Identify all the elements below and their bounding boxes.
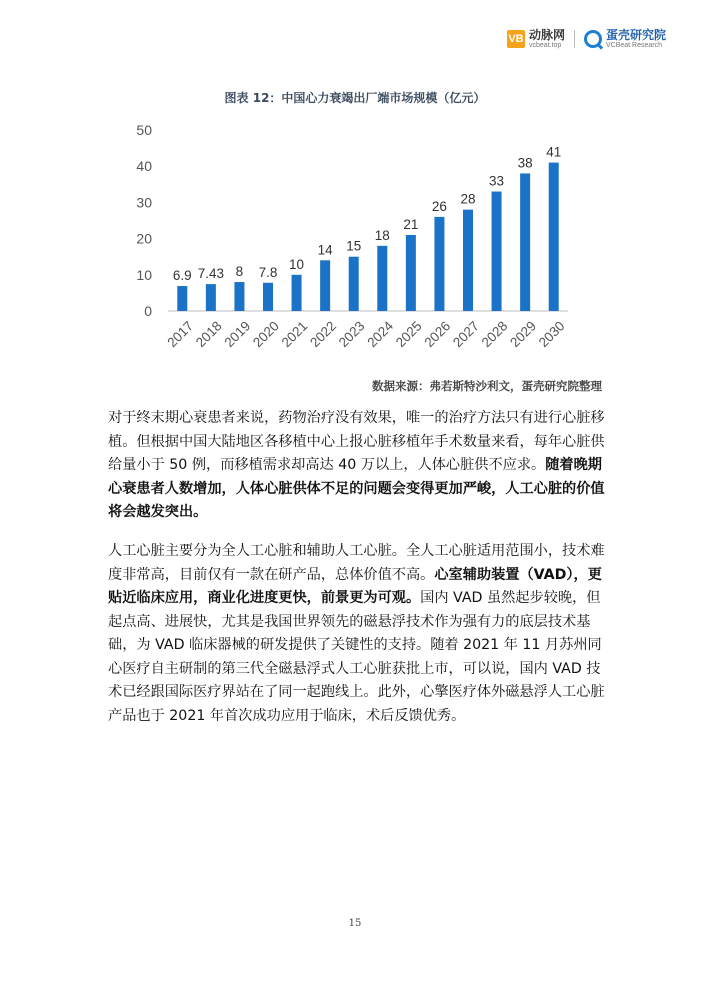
market-size-bar-chart — [120, 110, 580, 365]
paragraph-1 — [108, 407, 608, 525]
value-label-2021: 10 — [289, 256, 305, 272]
y-tick-label: 40 — [136, 158, 152, 175]
bar-2029 — [520, 173, 530, 311]
y-tick-label: 0 — [144, 303, 152, 319]
bar-2018 — [206, 284, 216, 311]
vcbeat-research-logo — [584, 29, 666, 49]
bar-2026 — [434, 217, 444, 311]
bar-2022 — [320, 260, 330, 311]
value-label-2027: 28 — [460, 191, 476, 207]
value-label-2017: 6.9 — [172, 268, 192, 284]
p2-run: 国内 VAD 虽然起步较晚，但起点高、进展快，尤其是我国世界领先的磁悬浮技术作为强有力的底层技术基础，为 VAD 临床器械的研发提供了关键性的支持。随着 2021 年 11 月苏州同心医疗自主研制的第三代全磁悬浮式人工心脏获批上市，可以说，国内 VAD 技术已经跟国际医疗界站在了同一起跑线上。此外，心擎医疗体外磁悬浮人工心脏产品也于 2021 年首次成功应用于临床，术后反馈优秀。 — [108, 590, 605, 724]
vcbeat-logo — [507, 29, 565, 49]
bar-2019 — [234, 282, 244, 311]
value-label-2019: 8 — [235, 264, 244, 280]
page-header — [507, 26, 666, 52]
x-tick-label-2024: 2024 — [364, 318, 397, 351]
value-label-2029: 38 — [517, 155, 533, 171]
bar-2028 — [492, 192, 502, 311]
value-label-2023: 15 — [346, 238, 362, 254]
x-tick-label-2026: 2026 — [421, 318, 454, 351]
logo-divider — [574, 30, 575, 48]
research-logo-sub: VCBeat Research — [605, 42, 663, 49]
x-tick-label-2022: 2022 — [307, 318, 340, 351]
p2-run: 人工心脏主要分为全人工心脏和辅助人工心脏。全人工心脏适用范围小，技术难度非常高，目前仅有一款在研产品，总体价值不高。 — [108, 543, 605, 583]
x-tick-label-2021: 2021 — [278, 318, 311, 351]
bar-2023 — [349, 257, 359, 311]
bar-2021 — [292, 275, 302, 311]
bar-2025 — [406, 235, 416, 311]
x-tick-label-2027: 2027 — [450, 318, 482, 351]
y-tick-label: 20 — [136, 230, 152, 247]
p1-run: 对于终末期心衰患者来说，药物治疗没有效果，唯一的治疗方法只有进行心脏移植。但根据中国大陆地区各移植中心上报心脏移植年手术数量来看，每年心脏供给量小于 50 例，而移植需求却高达 40 万以上，人体心脏供不应求。 — [108, 410, 605, 473]
p2-run: 心室辅助装置（VAD），更贴近临床应用，商业化进度更快，前景更为可观。 — [108, 566, 602, 606]
bar-2027 — [463, 210, 473, 311]
value-label-2018: 7.43 — [197, 266, 224, 282]
x-tick-label-2029: 2029 — [507, 318, 540, 351]
value-label-2024: 18 — [374, 227, 390, 243]
vcbeat-logo-name: 动脉网 — [528, 28, 565, 42]
magnifier-icon — [584, 30, 602, 48]
p1-run: 随着晚期心衰患者人数增加，人体心脏供体不足的问题会变得更加严峻，人工心脏的价值将会越发突出。 — [108, 457, 605, 520]
vcbeat-logo-sub: vcbeat.top — [528, 42, 562, 49]
value-label-2026: 26 — [431, 198, 447, 214]
bar-2017 — [177, 286, 187, 311]
chart-title: 图表 12：中国心力衰竭出厂端市场规模（亿元） — [224, 91, 486, 105]
y-tick-label: 50 — [136, 122, 152, 138]
page-number: 15 — [348, 918, 362, 929]
bar-2024 — [377, 246, 387, 311]
value-label-2022: 14 — [317, 242, 333, 258]
value-label-2025: 21 — [403, 216, 419, 232]
value-label-2020: 7.8 — [258, 264, 278, 280]
x-tick-label-2023: 2023 — [335, 318, 368, 351]
x-tick-label-2019: 2019 — [221, 318, 254, 351]
x-tick-label-2025: 2025 — [392, 318, 425, 351]
y-tick-label: 10 — [136, 266, 152, 283]
bar-2030 — [549, 163, 559, 311]
x-tick-label-2020: 2020 — [250, 318, 282, 351]
y-tick-label: 30 — [136, 194, 152, 211]
x-tick-label-2030: 2030 — [535, 318, 568, 351]
bar-2020 — [263, 283, 273, 311]
chart-source: 数据来源：弗若斯特沙利文，蛋壳研究院整理 — [372, 379, 602, 393]
value-label-2028: 33 — [489, 173, 505, 189]
paragraph-2 — [108, 540, 608, 728]
vcbeat-logo-icon: VB — [507, 30, 525, 48]
x-tick-label-2017: 2017 — [164, 318, 197, 351]
value-labels — [173, 145, 561, 283]
value-label-2030: 41 — [546, 144, 562, 160]
research-logo-name: 蛋壳研究院 — [605, 28, 666, 42]
x-tick-label-2018: 2018 — [192, 318, 225, 351]
x-axis — [164, 318, 567, 350]
x-tick-label-2028: 2028 — [478, 318, 511, 351]
